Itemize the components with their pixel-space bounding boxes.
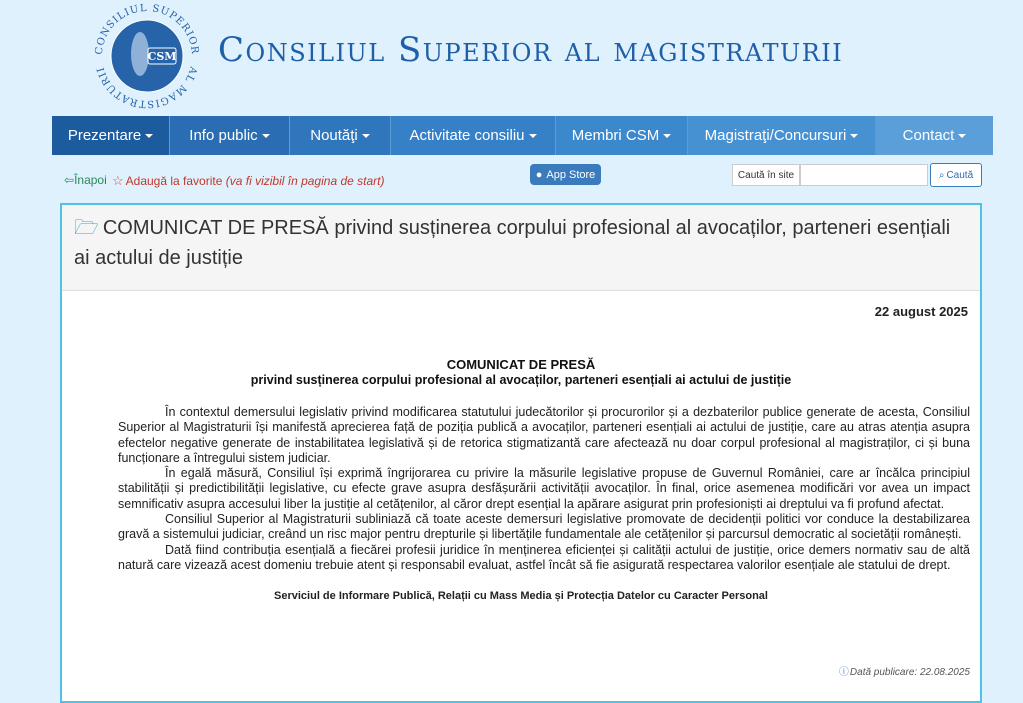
caret-down-icon xyxy=(362,134,370,138)
search-button[interactable] xyxy=(930,163,982,187)
svg-text:CSM: CSM xyxy=(147,50,177,63)
paragraph: În egală măsură, Consiliul își exprimă îngrijorarea cu privire la măsurile legislative propuse de Guvernul României, care ar încălca principiul stabilității și predictibilității legislative, cu efecte grave asupra desfășurării activității avocaților. În final, orice asemenea modificări vor avea un impact semnificativ asupra accesului liber la justiție al cetățenilor, al căror drept esențial la apărare asigurat prin profesioniști ai dreptului va fi profund afectat. xyxy=(118,466,970,511)
site-header xyxy=(0,0,1023,112)
nav-noutati[interactable] xyxy=(290,116,391,155)
paragraph: Dată fiind contribuția esențială a fiecărei profesii juridice în menținerea eficienței și calității actului de justiție, orice demers normativ sau de altă natură care vizează acest domeniu trebuie atent și responsabil evaluat, astfel încât să fie asigurată respectarea valorilor esențiale ale statului de drept. xyxy=(118,542,970,572)
communique-subtitle: privind susținerea corpului profesional al avocaților, parteneri esențiali ai actului de justiție xyxy=(250,373,792,387)
caret-down-icon xyxy=(663,134,671,138)
nav-label: Activitate consiliu xyxy=(409,127,525,144)
search-icon: ⌕ xyxy=(938,169,945,181)
nav-label: Prezentare xyxy=(67,127,142,144)
nav-label: Magistraţi/Concursuri xyxy=(704,127,847,144)
csm-logo[interactable] xyxy=(88,0,206,112)
main-nav xyxy=(52,116,993,155)
site-title[interactable]: Consiliul Superior al magistraturii xyxy=(218,30,844,70)
article-heading xyxy=(62,205,980,291)
back-label: Înapoi xyxy=(74,173,107,187)
search-button-label: Caută xyxy=(946,169,974,181)
caret-down-icon xyxy=(850,134,858,138)
article-body xyxy=(118,405,970,573)
caret-down-icon xyxy=(529,134,537,138)
paragraph: Consiliul Superior al Magistraturii subliniază că toate aceste demersuri legislative promovate de decidenții politici vor conduce la destabilizarea gravă a sistemului judiciar, creând un risc major pentru drepturile și libertățile fundamentale ale cetățenilor și parcursul democratic al societății românești. xyxy=(118,512,970,542)
info-icon: ⓘ xyxy=(838,667,849,678)
caret-down-icon xyxy=(262,134,270,138)
folder-open-icon: 🗁 xyxy=(74,217,99,239)
favorite-note: (va fi vizibil în pagina de start) xyxy=(225,174,385,188)
add-favorite-link[interactable] xyxy=(112,173,384,189)
toolbar xyxy=(0,160,1023,196)
favorite-label: Adaugă la favorite xyxy=(125,174,223,188)
app-store-button[interactable] xyxy=(530,164,601,185)
nav-label: Contact xyxy=(902,127,955,144)
search-label: Caută în site xyxy=(732,164,800,186)
publication-date-text: Dată publicare: 22.08.2025 xyxy=(849,667,970,678)
svg-text:CONSILIUL SUPERIOR: CONSILIUL SUPERIOR xyxy=(93,2,201,56)
caret-down-icon xyxy=(958,134,966,138)
nav-label: Membri CSM xyxy=(571,127,660,144)
publication-date xyxy=(839,663,970,678)
nav-info-public[interactable] xyxy=(170,116,290,155)
svg-text:AL MAGISTRATURII: AL MAGISTRATURII xyxy=(95,65,199,110)
article-heading-text: COMUNICAT DE PRESĂ privind susținerea corpului profesional al avocaților, parteneri esențiali ai actului de justiție xyxy=(74,217,951,269)
nav-label: Info public xyxy=(189,127,258,144)
star-icon: ☆ xyxy=(112,173,124,188)
search-input[interactable] xyxy=(800,164,928,186)
paragraph: În contextul demersului legislativ privind modificarea statutului judecătorilor și procurorilor și a dezbaterilor publice generate de acesta, Consiliul Superior al Magistraturii își manifestă aprecierea față de poziția publică a avocaților, parteneri esențiali ai actului de justiție, care au atras atenția asupra efectelor negative generate de instabilitatea legislativă și de retorica stigmatizantă care afectează nu doar corpul profesional al magistraților, ci și buna funcționare a întregului sistem judiciar. xyxy=(118,405,970,465)
caret-down-icon xyxy=(145,134,153,138)
nav-membri-csm[interactable] xyxy=(556,116,688,155)
arrow-left-icon: ⇦ xyxy=(64,173,75,187)
signature: Serviciul de Informare Publică, Relații cu Mass Media și Protecția Datelor cu Caracter Personal xyxy=(274,590,768,602)
article-date: 22 august 2025 xyxy=(874,304,968,319)
nav-contact[interactable] xyxy=(876,116,993,155)
back-link[interactable] xyxy=(64,173,107,187)
nav-magistrati-concursuri[interactable] xyxy=(688,116,876,155)
nav-label: Noutăţi xyxy=(310,127,358,144)
communique-title: COMUNICAT DE PRESĂ xyxy=(446,357,596,372)
nav-prezentare[interactable] xyxy=(52,116,170,155)
app-store-label: App Store xyxy=(546,168,596,181)
article-panel xyxy=(60,203,982,703)
nav-activitate-consiliu[interactable] xyxy=(391,116,556,155)
apple-icon: ● xyxy=(535,168,543,181)
